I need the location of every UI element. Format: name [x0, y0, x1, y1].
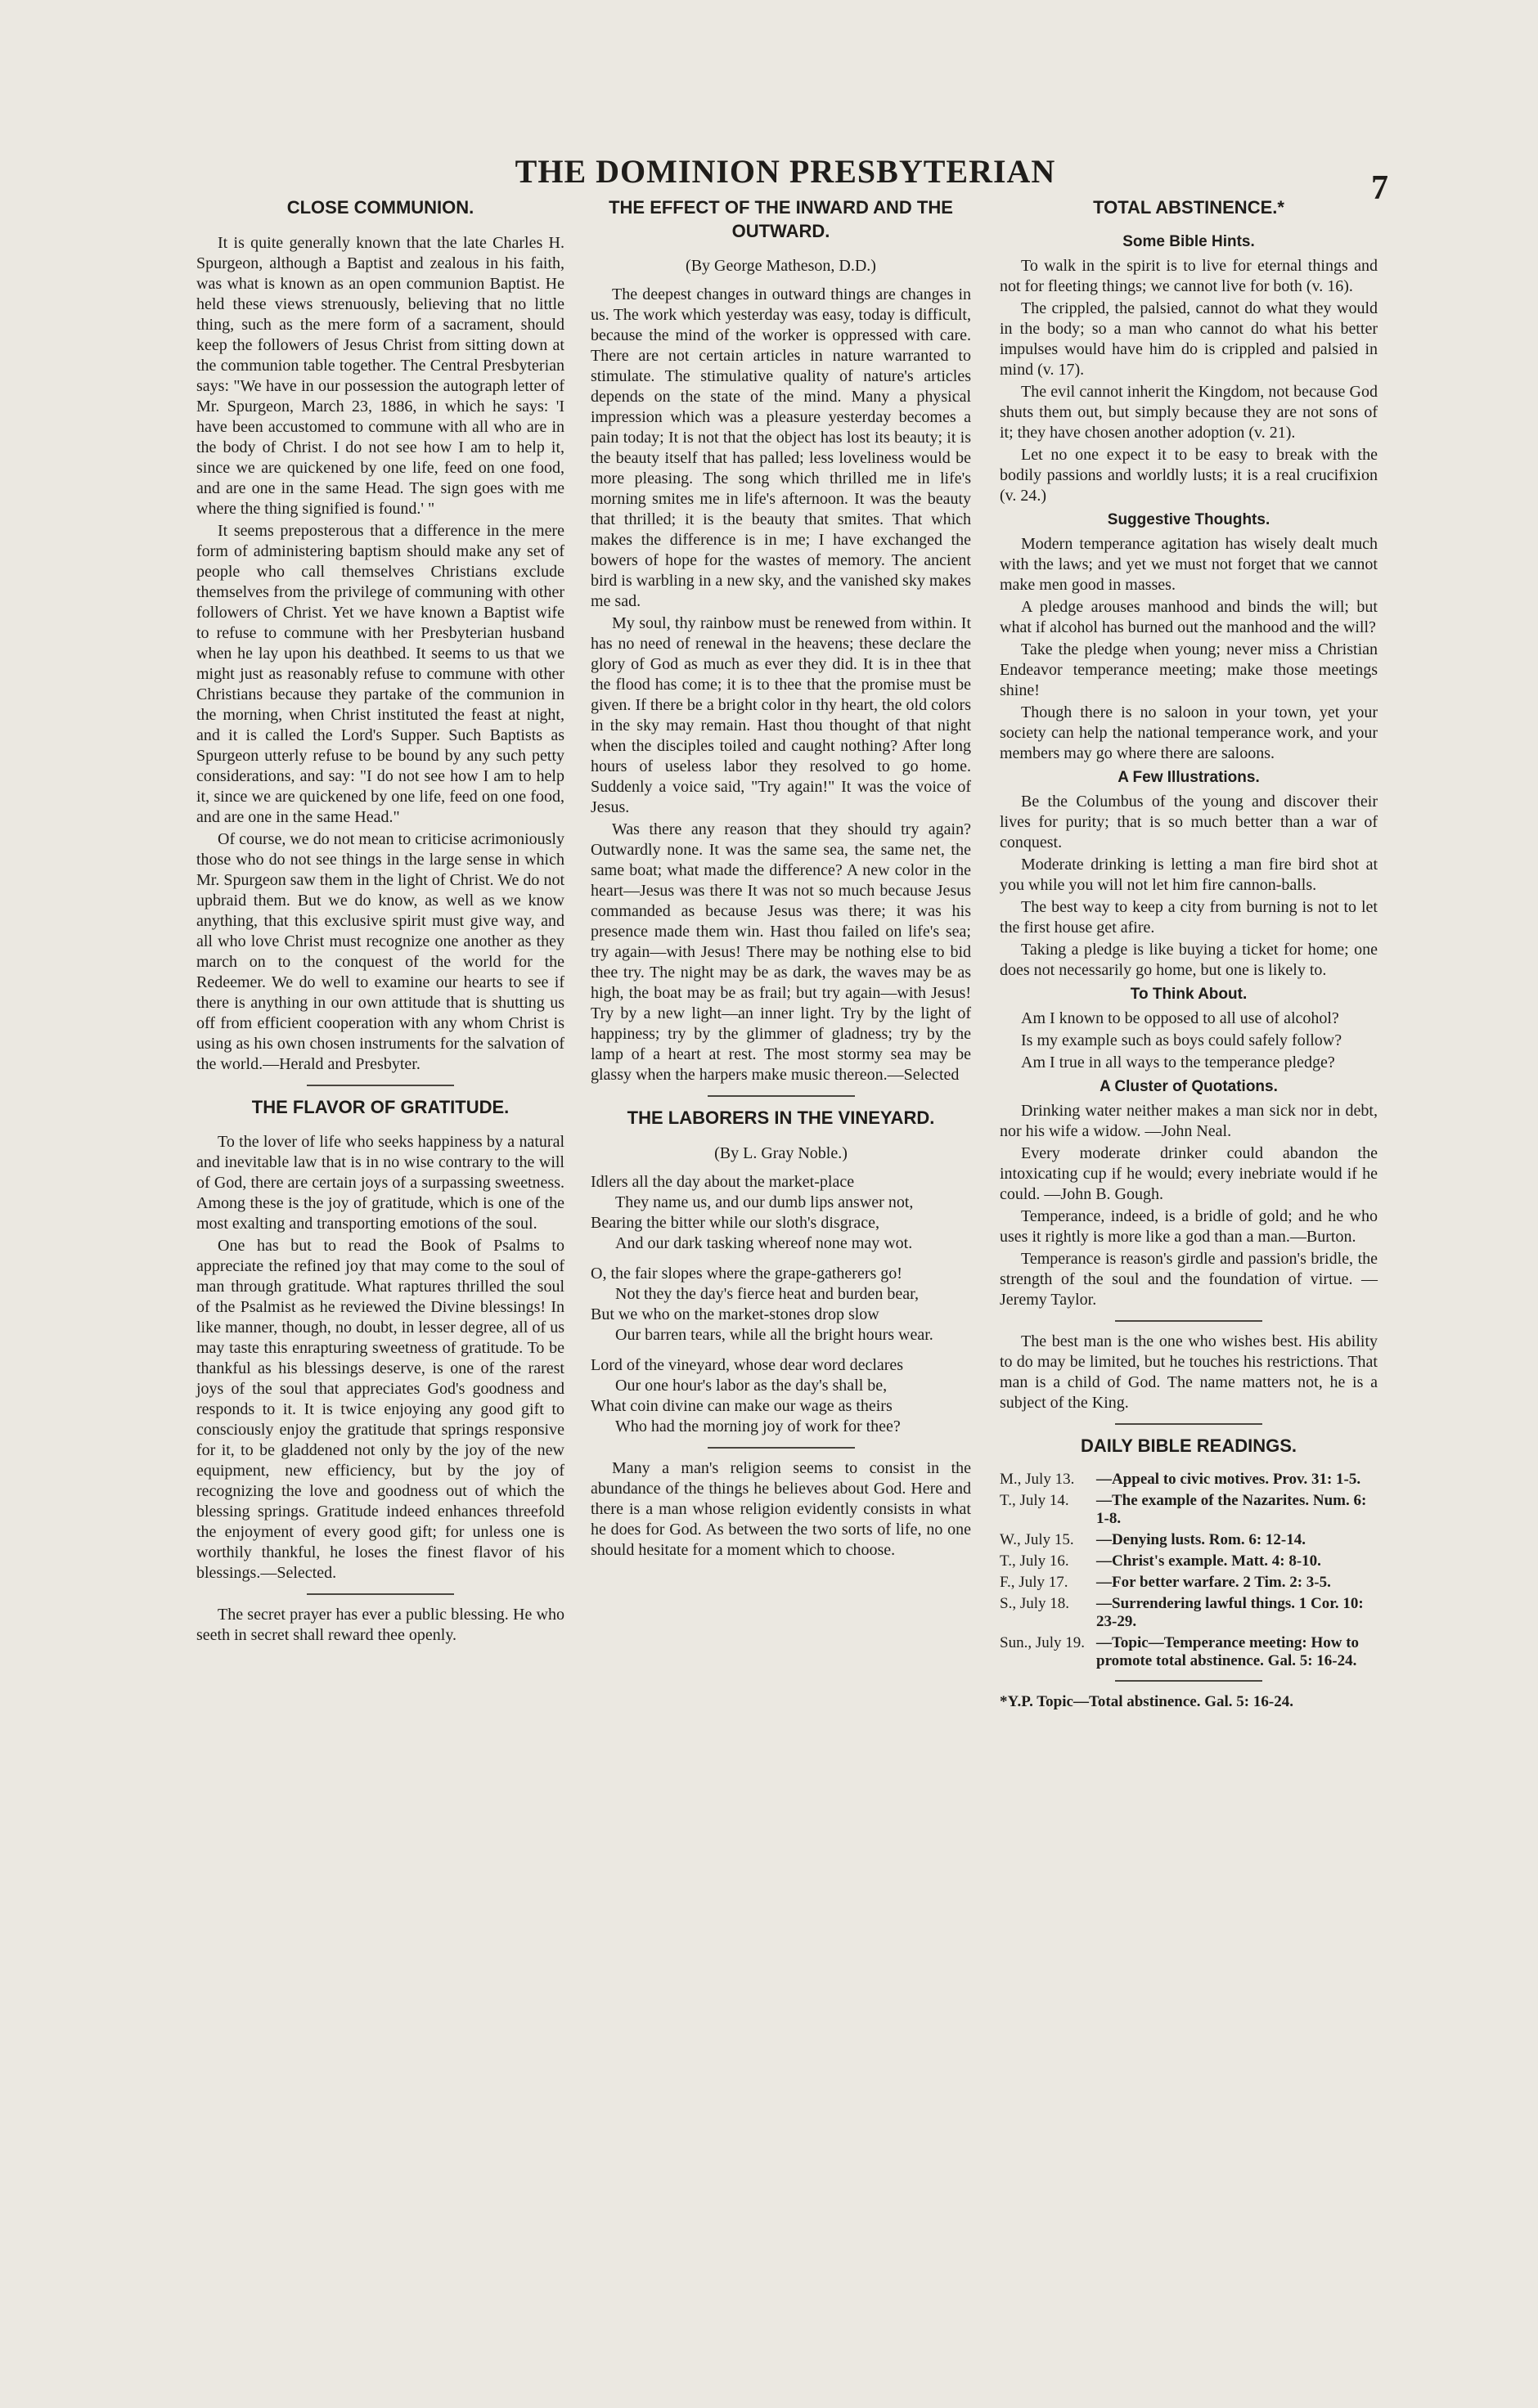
paragraph: Am I known to be opposed to all use of alcohol? [1021, 1009, 1339, 1027]
reading-day: Sun., July 19. [1000, 1634, 1085, 1652]
byline: (By L. Gray Noble.) [714, 1143, 848, 1162]
verse-line: Who had the morning joy of work for thee? [615, 1417, 901, 1435]
article-title: TOTAL ABSTINENCE.* [1093, 197, 1284, 218]
section-heading: Some Bible Hints. [1122, 232, 1255, 250]
verse-line: What coin divine can make our wage as theirs [591, 1396, 893, 1415]
verse-line: They name us, and our dumb lips answer not, [615, 1193, 914, 1211]
closing-paragraph: The secret prayer has ever a public blessing. He who seeth in secret shall reward thee openly. [196, 1606, 564, 1645]
poem-title: THE LABORERS IN THE VINEYARD. [627, 1107, 935, 1129]
paragraph: Temperance, indeed, is a bridle of gold; and he who uses it rightly is more like a god than a man.—Burton. [1000, 1206, 1378, 1246]
page-number: 7 [1371, 169, 1388, 207]
stanza [591, 1172, 971, 1254]
reading-row [1000, 1492, 1378, 1528]
poem-laborers [591, 1107, 971, 1437]
paragraph: It seems preposterous that a difference in the mere form of administering baptism should make any set of people who call themselves Christians exclude themselves from the privilege of communing with other followers of Christ. Yet we have known a Baptist wife to refuse to commune with her Presbyterian husband when he lay upon his deathbed. It seems to us that we might just as reasonably refuse to commune with other Christians because they partake of the communion in the morning, when Christ instituted the feast at night, and it is called the Lord's Supper. Such Baptists as Spurgeon utterly refuse to be bound by any such petty considerations, and say: "I do not see how I am to help it, since we are quickened by one life, feed on one food, and are one in the same Head." [196, 521, 564, 826]
paragraph: A pledge arouses manhood and binds the will; but what if alcohol has burned out the manhood and the will? [1000, 597, 1378, 636]
paragraph: Is my example such as boys could safely follow? [1021, 1031, 1342, 1049]
verse-line: Bearing the bitter while our sloth's disgrace, [591, 1213, 879, 1232]
verse-line: Our barren tears, while all the bright hours wear. [615, 1325, 933, 1344]
paragraph: One has but to read the Book of Psalms to appreciate the refined joy that may come to the soul of man through gratitude. What raptures thrilled the soul of the Psalmist as he reviewed the Divine blessings! In like manner, though, no doubt, in lesser degree, all of us may taste this enrapturing sweetness of gratitude. To be thankful as his blessings deserve, is one of the rarest joys of the soul that appreciates God's goodness and responds to it. It is twice enjoying any good gift to consciously enjoy the gratitude that springs responsive for it, to be gladdened not only by the joy of the new equipment, new efficiency, but by the joy of recognizing the love and goodness out of which the blessing springs. Gratitude indeed enhances threefold the enjoyment of every good gift; for unless one is worthily thankful, he loses the finest flavor of his blessings.—Selected. [196, 1237, 564, 1583]
masthead: THE DOMINION PRESBYTERIAN [515, 153, 1056, 190]
paragraph: Drinking water neither makes a man sick nor in debt, nor his wife a widow. —John Neal. [1000, 1101, 1378, 1140]
paragraph: My soul, thy rainbow must be renewed from within. It has no need of renewal in the heavens; these declare the glory of God as much as ever they did. It is in thee that the flood has come; it is to thee that the promise must be given. If there be a bright color in thy heart, the old colors in the sky may remain. Hast thou thought of that night when the disciples toiled and caught nothing? After long hours of useless labor they resolved to go home. Suddenly a voice said, "Try again!" It was the voice of Jesus. [591, 614, 971, 817]
paragraph: The crippled, the palsied, cannot do what they would in the body; so a man who cannot do what his better impulses would have him do is crippled and palsied in mind (v. 17). [1000, 299, 1378, 379]
reading-day: T., July 14. [1000, 1492, 1069, 1510]
verse-line: And our dark tasking whereof none may wot. [615, 1233, 913, 1252]
paragraph: The deepest changes in outward things are changes in us. The work which yesterday was easy, today is difficult, because the mind of the worker is oppressed with care. There are not certain articles in nature warranted to stimulate. The stimulative quality of nature's articles depends on the state of the mind. Many a physical impression which was a pleasure yesterday becomes a pain today; It is not that the object has lost its beauty; it is the beauty itself that has palled; less loveliness would be more pleasing. The song which thrilled me in life's morning smites me in life's afternoon. It was the beauty that thrilled; it is the beauty that smites. That which makes the difference is in me; I have exchanged the bowers of hope for the wastes of memory. The ancient bird is warbling in a new sky, and the vanished sky makes me sad. [591, 285, 971, 611]
paragraph: Am I true in all ways to the temperance pledge? [1021, 1053, 1335, 1071]
divider [307, 1085, 454, 1086]
reading-row [1000, 1595, 1378, 1631]
reading-text: —Topic—Temperance meeting: How to promote total abstinence. Gal. 5: 16-24. [1096, 1634, 1360, 1670]
divider [1115, 1680, 1262, 1682]
column-right [1000, 196, 1378, 1714]
reading-day: S., July 18. [1000, 1595, 1069, 1613]
paragraph: Was there any reason that they should try again? Outwardly none. It was the same sea, the same net, the same boat; what made the difference? A new color in the heart—Jesus was there It was not so much because Jesus commanded as because Jesus was there; it was his presence made them win. Hast thou failed on life's sea; try again—with Jesus! There may be nothing else to bid thee try. The night may be as dark, the waves may be as high, the boat may be as frail; but try again—with Jesus! Try by a new light—an inner light. Try by the light of happiness; try by the glimmer of gladness; try by the lamp of a heart at rest. The most stormy sea may be glassy when the harpers make music thereon.—Selected [591, 820, 971, 1085]
paragraph: The evil cannot inherit the Kingdom, not because God shuts them out, but simply because they are not sons of it; they have chosen another adoption (v. 21). [1000, 382, 1378, 442]
article-title: CLOSE COMMUNION. [286, 197, 474, 218]
paragraph: Moderate drinking is letting a man fire bird shot at you while you will not let him fire cannon-balls. [1000, 855, 1378, 894]
article-total-abstinence [1000, 196, 1378, 1310]
reading-text: —Surrendering lawful things. 1 Cor. 10: 23-29. [1096, 1595, 1364, 1631]
verse-line: Not they the day's fierce heat and burden bear, [615, 1284, 919, 1303]
section-heading: To Think About. [1130, 985, 1248, 1003]
verse-line: Idlers all the day about the market-place [591, 1172, 855, 1191]
reading-text: —The example of the Nazarites. Num. 6: 1-8. [1096, 1492, 1367, 1528]
article-title: THE EFFECT OF THE INWARD AND THE OUTWARD. [609, 197, 953, 241]
byline: (By George Matheson, D.D.) [686, 257, 876, 276]
verse-line: But we who on the market-stones drop slow [591, 1305, 879, 1323]
paragraph: The best way to keep a city from burning is not to let the first house get afire. [1000, 897, 1378, 937]
column-middle [591, 196, 971, 1562]
divider [1115, 1320, 1262, 1322]
paragraph: Though there is no saloon in your town, yet your society can help the national temperance work, and your members may go where there are saloons. [1000, 703, 1378, 762]
divider [1115, 1423, 1262, 1425]
section-heading: A Few Illustrations. [1118, 768, 1260, 786]
reading-text: —Christ's example. Matt. 4: 8-10. [1096, 1552, 1321, 1570]
column-left [196, 196, 564, 1647]
article-close-communion [196, 196, 564, 1075]
paragraph: Temperance is reason's girdle and passion's bridle, the strength of the soul and the foundation of virtue. —Jeremy Taylor. [1000, 1249, 1378, 1309]
paragraph: Let no one expect it to be easy to break with the bodily passions and worldly lusts; it is a real crucifixion (v. 24.) [1000, 445, 1378, 505]
reading-row [1000, 1574, 1378, 1592]
verse-line: O, the fair slopes where the grape-gatherers go! [591, 1264, 902, 1283]
paragraph: To the lover of life who seeks happiness by a natural and inevitable law that is in no wise contrary to the will of God, there are certain joys of a surpassing sweetness. Among these is the joy of gratitude, which is one of the most exalting and transporting emotions of the soul. [196, 1133, 564, 1233]
closing-paragraph: The best man is the one who wishes best. His ability to do may be limited, but he touches his restrictions. That man is a child of God. The name matters not, he is a subject of the King. [1000, 1332, 1378, 1412]
paragraph: Modern temperance agitation has wisely dealt much with the laws; and yet we must not forget that we cannot make men good in masses. [1000, 534, 1378, 594]
paragraph: It is quite generally known that the late Charles H. Spurgeon, although a Baptist and zealous in his faith, was what is known as an open communion Baptist. He held these views strenuously, believing that no little thing, such as the mere form of a sacrament, should keep the followers of Jesus Christ from sitting down at the communion table together. The Central Presbyterian says: "We have in our possession the autograph letter of Mr. Spurgeon, March 23, 1886, in which he says: 'I have been accustomed to commune with all who are in the body of Christ. I do not see how I am to help it, since we are quickened by one life, feed on one food, and are one in the same Head. The sign goes with me where the thing signified is found.' " [196, 233, 564, 518]
divider [708, 1447, 855, 1449]
paragraph: Take the pledge when young; never miss a Christian Endeavor temperance meeting; make those meetings shine! [1000, 640, 1378, 699]
paragraph: Of course, we do not mean to criticise acrimoniously those who do not see things in the large sense in which Mr. Spurgeon saw them in the light of Christ. We do not upbraid them. But we do know, as well as we know anything, that this exclusive spirit must give way, and all who love Christ must recognize one another as they march on to the conquest of the world for the Redeemer. We do well to examine our hearts to see if there is anything in our own attitude that is shutting us off from efficient cooperation with any whom Christ is using as his own chosen instruments for the salvation of the world.—Herald and Presbyter. [196, 829, 564, 1073]
reading-text: —Denying lusts. Rom. 6: 12-14. [1096, 1531, 1306, 1549]
section-heading: Suggestive Thoughts. [1107, 510, 1270, 528]
paragraph: Be the Columbus of the young and discover their lives for purity; that is so much better than a war of conquest. [1000, 792, 1378, 851]
daily-bible-readings [1000, 1435, 1378, 1713]
reading-day: M., July 13. [1000, 1471, 1075, 1489]
article-flavor-of-gratitude [196, 1096, 564, 1647]
stanza [591, 1264, 971, 1346]
article-inward-outward [591, 196, 971, 1085]
footnote: *Y.P. Topic—Total abstinence. Gal. 5: 16-24. [1000, 1693, 1293, 1711]
section-title: DAILY BIBLE READINGS. [1080, 1435, 1297, 1456]
reading-text: —Appeal to civic motives. Prov. 31: 1-5. [1096, 1471, 1361, 1489]
paragraph: To walk in the spirit is to live for eternal things and not for fleeting things; we cannot live for both (v. 16). [1000, 256, 1378, 295]
reading-day: F., July 17. [1000, 1574, 1068, 1592]
section-heading: A Cluster of Quotations. [1100, 1077, 1278, 1095]
divider [307, 1593, 454, 1595]
paragraph: Every moderate drinker could abandon the intoxicating cup if he would; every inebriate would if he could. —John B. Gough. [1000, 1143, 1378, 1203]
verse-line: Lord of the vineyard, whose dear word declares [591, 1355, 904, 1374]
stanza [591, 1355, 971, 1437]
article-title: THE FLAVOR OF GRATITUDE. [251, 1096, 510, 1117]
reading-row [1000, 1552, 1378, 1570]
closing-paragraph: Many a man's religion seems to consist in the abundance of the things he believes about God. Here and there is a man whose religion evidently consists in what he does for God. As between the two sorts of life, no one should hesitate for a moment which to choose. [591, 1458, 971, 1559]
divider [708, 1095, 855, 1097]
reading-text: —For better warfare. 2 Tim. 2: 3-5. [1096, 1574, 1331, 1592]
verse-line: Our one hour's labor as the day's shall be, [615, 1376, 888, 1395]
paragraph: Taking a pledge is like buying a ticket for home; one does not necessarily go home, but one is likely to. [1000, 940, 1378, 979]
reading-day: T., July 16. [1000, 1552, 1069, 1570]
reading-row [1000, 1531, 1378, 1549]
reading-day: W., July 15. [1000, 1531, 1074, 1549]
reading-row [1000, 1471, 1378, 1489]
reading-row [1000, 1634, 1378, 1670]
